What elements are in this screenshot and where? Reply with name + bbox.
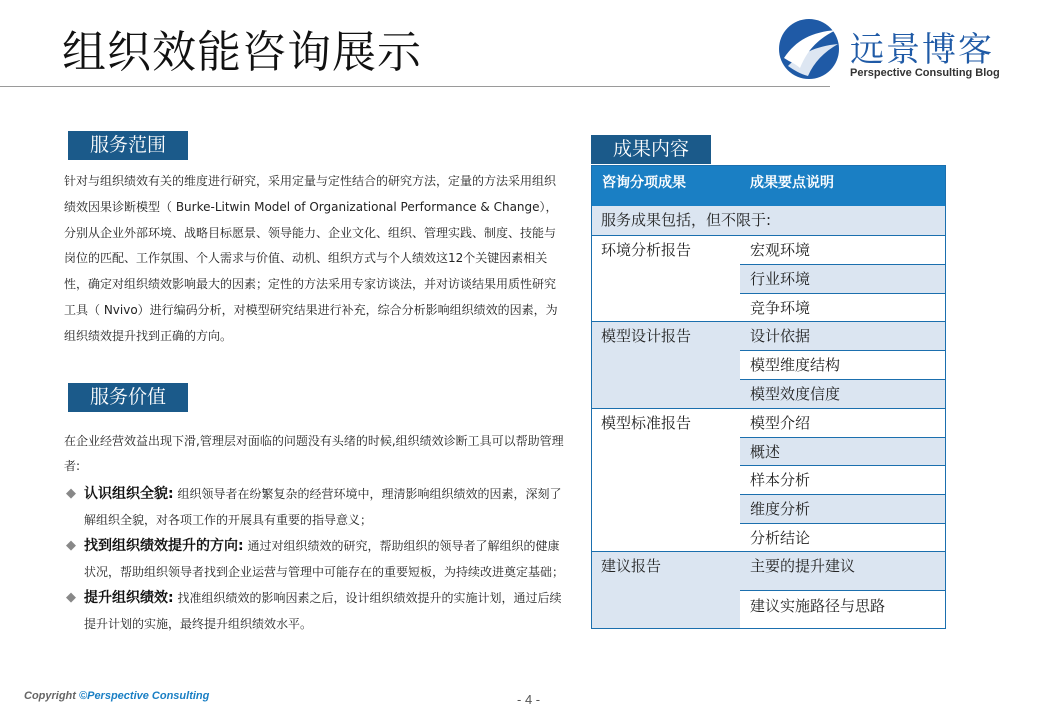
table-row [740, 264, 945, 293]
item-text: 设计依据 [750, 327, 811, 345]
table-row [740, 590, 945, 628]
results-label: 成果内容 [591, 135, 711, 164]
group-name: 模型标准报告 [601, 414, 692, 432]
scope-label: 服务范围 [68, 131, 188, 160]
table-row [740, 408, 945, 437]
value-label: 服务价值 [68, 383, 188, 412]
diamond-bullet-icon: ◆ [66, 538, 76, 553]
bullet-text: 组织领导者在纷繁复杂的经营环境中，理清影响组织绩效的因素，深刻了解组织全貌，对各项工作的开展具有重要的指导意义； [84, 487, 562, 527]
item-text: 模型维度结构 [750, 356, 841, 374]
list-item [64, 585, 564, 637]
item-text: 样本分析 [750, 471, 811, 489]
bullet-title: 找到组织绩效提升的方向: [84, 538, 244, 554]
column-header-description: 成果要点说明 [750, 175, 834, 191]
table-row [740, 293, 945, 321]
bullet-title: 认识组织全貌: [84, 486, 174, 502]
copyright [24, 690, 209, 702]
table-row [592, 206, 945, 235]
scope-text: 针对与组织绩效有关的维度进行研究，采用定量与定性结合的研究方法，定量的方法采用组织绩效因果诊断模型（ Burke-Litwin Model of Organizational Performance & Change），分别从企业外部环境、战略目标愿景、领导能力、企业文化、组织、管理实践、制度、技能与岗位的匹配、工作氛围、个人需求与价值、动机、组织方式与个人绩效这12个关键因素相关性，确定对组织绩效影响最大的因素；定性的方法采用专家访谈法，并对访谈结果用质性研究工具（ Nvivo）进行编码分析，对模型研究结果进行补充，综合分析影响组织绩效的因素，为组织绩效提升找到正确的方向。 [64, 174, 558, 343]
diamond-bullet-icon: ◆ [66, 486, 76, 501]
table-row [740, 494, 945, 523]
item-text: 维度分析 [750, 500, 811, 518]
group-name: 环境分析报告 [601, 241, 692, 259]
table-header [592, 166, 945, 206]
copyright-prefix: Copyright [24, 690, 79, 702]
item-text: 竞争环境 [750, 299, 811, 317]
title-divider [0, 86, 830, 87]
page-title: 组织效能咨询展示 [62, 27, 422, 78]
logo [778, 18, 1028, 84]
diamond-bullet-icon: ◆ [66, 590, 76, 605]
list-item [64, 481, 564, 533]
value-bullet-list [64, 481, 564, 637]
table-row [740, 321, 945, 350]
intro-row-text: 服务成果包括，但不限于: [601, 211, 772, 229]
item-text: 分析结论 [750, 529, 811, 547]
bullet-text: 找准组织绩效的影响因素之后，设计组织绩效提升的实施计划，通过后续提升计划的实施，最终提升组织绩效水平。 [84, 591, 562, 631]
group-name: 建议报告 [601, 557, 662, 575]
item-text: 宏观环境 [750, 241, 811, 259]
group-name: 模型设计报告 [601, 327, 692, 345]
table-row [740, 437, 945, 465]
table-row [740, 235, 945, 264]
table-row [740, 523, 945, 551]
item-text: 模型效度信度 [750, 385, 841, 403]
table-row [740, 379, 945, 408]
item-text: 行业环境 [750, 270, 811, 288]
results-table [591, 165, 946, 629]
item-text: 主要的提升建议 [750, 557, 856, 575]
table-row [740, 465, 945, 494]
bullet-text: 通过对组织绩效的研究，帮助组织的领导者了解组织的健康状况，帮助组织领导者找到企业运营与管理中可能存在的重要短板，为持续改进奠定基础； [84, 539, 565, 579]
bullet-title: 提升组织绩效: [84, 590, 174, 606]
copyright-brand: ©Perspective Consulting [79, 690, 210, 702]
page-number: - 4 - [517, 692, 541, 707]
logo-text-en: Perspective Consulting Blog [850, 67, 1000, 79]
value-intro: 在企业经营效益出现下滑,管理层对面临的问题没有头绪的时候,组织绩效诊断工具可以帮助管理者: [64, 434, 564, 473]
list-item [64, 533, 564, 585]
column-header-deliverable: 咨询分项成果 [602, 175, 686, 191]
logo-text-cn: 远景博客 [850, 30, 994, 70]
table-row [740, 551, 945, 590]
logo-globe-icon [778, 18, 840, 80]
item-text: 模型介绍 [750, 414, 811, 432]
item-text: 建议实施路径与思路 [750, 597, 886, 615]
item-text: 概述 [750, 443, 781, 461]
table-row [740, 350, 945, 379]
